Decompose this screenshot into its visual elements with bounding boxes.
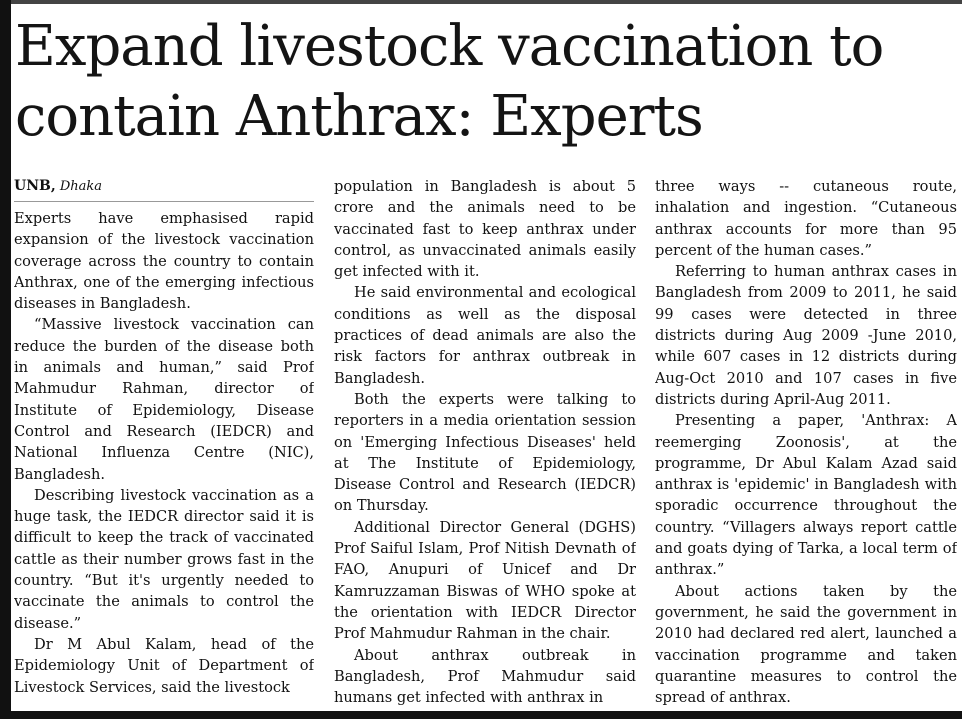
byline-place: Dhaka bbox=[59, 179, 103, 194]
paragraph: Describing livestock vaccination as a huge task, the IEDCR director said it is difficult to keep the track of vaccinated cattle as their number grows fast in the country. “But it's urgently needed to vaccinate the animals to control the disease.” bbox=[14, 486, 314, 632]
paragraph: Additional Director General (DGHS) Prof Saiful Islam, Prof Nitish Devnath of FAO, Anupuri of Unicef and Dr Kamruzzaman Biswas of WHO spoke at the orientation with IEDCR Director Prof Mahmudur Rahman in the chair. bbox=[334, 518, 636, 643]
scan-border-left bbox=[0, 0, 11, 719]
paragraph: three ways -- cutaneous route, inhalation and ingestion. “Cutaneous anthrax accounts for more than 95 percent of the human cases.” bbox=[655, 178, 957, 259]
paragraph: About anthrax outbreak in Bangladesh, Prof Mahmudur said humans get infected with anthrax in bbox=[334, 646, 636, 707]
paragraph: Experts have emphasised rapid expansion of the livestock vaccination coverage across the country to contain Anthrax, one of the emerging infectious diseases in Bangladesh. bbox=[14, 210, 314, 313]
article-column-3 bbox=[655, 176, 957, 711]
byline bbox=[14, 176, 314, 202]
paragraph: Presenting a paper, 'Anthrax: A reemerging Zoonosis', at the programme, Dr Abul Kalam Azad said anthrax is 'epidemic' in Bangladesh with sporadic occurrence throughout the country. “Villagers always report cattle and goats dying of Tarka, a local term of anthrax.” bbox=[655, 412, 957, 579]
paragraph: Dr M Abul Kalam, head of the Epidemiology Unit of Department of Livestock Services, said the livestock bbox=[14, 635, 314, 696]
paragraph: Both the experts were talking to reporters in a media orientation session on 'Emerging Infectious Diseases' held at The Institute of Epidemiology, Disease Control and Research (IEDCR) on Thursday. bbox=[334, 390, 636, 515]
scan-border-top bbox=[11, 0, 962, 4]
headline: Expand livestock vaccination to contain Anthrax: Experts bbox=[15, 14, 884, 149]
paragraph: “Massive livestock vaccination can reduce the burden of the disease both in animals and human,” said Prof Mahmudur Rahman, director of Institute of Epidemiology, Disease Control and Research (IEDCR) and National Influenza Centre (NIC), Bangladesh. bbox=[14, 316, 314, 483]
paragraph: He said environmental and ecological conditions as well as the disposal practices of dead animals are also the risk factors for anthrax outbreak in Bangladesh. bbox=[334, 284, 636, 387]
paragraph: About actions taken by the government, he said the government in 2010 had declared red alert, launched a vaccination programme and taken quarantine measures to control the spread of anthrax. bbox=[655, 582, 957, 707]
scan-border-bottom bbox=[0, 711, 962, 719]
byline-agency: UNB, bbox=[14, 178, 56, 194]
paragraph: Referring to human anthrax cases in Bangladesh from 2009 to 2011, he said 99 cases were detected in three districts during Aug 2009 -June 2010, while 607 cases in 12 districts during Aug-Oct 2010 and 107 cases in five districts during April-Aug 2011. bbox=[655, 263, 957, 408]
article-column-2 bbox=[334, 176, 636, 711]
paragraph: population in Bangladesh is about 5 crore and the animals need to be vaccinated fast to keep anthrax under control, as unvaccinated animals easily get infected with it. bbox=[334, 178, 636, 281]
article-column-1 bbox=[14, 176, 314, 711]
